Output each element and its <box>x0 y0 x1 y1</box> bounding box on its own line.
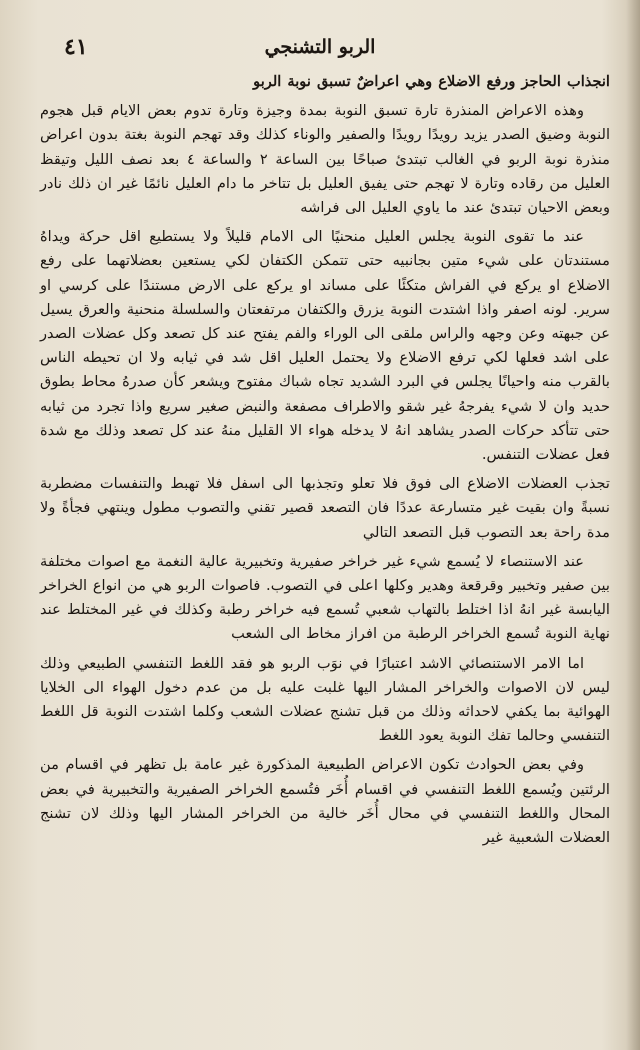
page-header <box>40 30 600 64</box>
running-head: الربو التشنجي <box>264 36 376 58</box>
paragraph-1: انجذاب الحاجز ورفع الاضلاع وهي اعراضٌ تسبق نوبة الربو <box>253 73 610 90</box>
paragraph-2: وهذه الاعراض المنذرة تارة تسبق النوبة بمدة وجيزة وتارة تدوم بعض الايام قبل هجوم النوبة وضيق الصدر يزيد رويدًا رويدًا والصفير والوناء كذلك وقد تهجم النوبة بغتة بدون اعراض منذرة نوبة الربو في الغالب تبتدئ صباحًا بين الساعة ٢ والساعة ٤ بعد نصف الليل وتيقظ العليل من رقاده وتارة لا تهجم حتى يفيق العليل بل تتاخر ما دام العليل نائمًا غير ان ذلك نادر وبعض الاحيان تبتدئ عند ما ياوي العليل الى فراشه <box>40 102 610 217</box>
body-text <box>40 70 610 855</box>
paragraph-5: عند الاستنصاء لا يُسمع شيء غير خراخر صفيرية وتخبيرية عالية النغمة مع اصوات مختلفة بين صفير وتخبير وقرقعة وهدير وكلها اعلى في التصوب. فاصوات الربو هي من انواع الخراخر اليابسة غير انهُ اذا اختلط بالتهاب شعبي تُسمع فيه خراخر رطبة وكذلك في غير المختلط عند نهاية النوبة تُسمع الخراخر الرطبة من افراز مخاط الى الشعب <box>40 552 610 643</box>
paragraph-4: تجذب العضلات الاضلاع الى فوق فلا تعلو وتجذبها الى اسفل فلا تهبط والتنفسات مضطربة نسبةً وان بقيت غير متسارعة عددًا فان التصعد قصير تقني والتصوب مطول وينتهي فجأةً ولا مدة راحة بعد التصوب قبل التصعد التالي <box>40 475 610 541</box>
page-gutter-shadow <box>626 0 640 1050</box>
paragraph-6: اما الامر الاستنصائي الاشد اعتبارًا في نوَب الربو هو فقد اللغط التنفسي الطبيعي وذلك ليس لان الاصوات والخراخر المشار اليها غلبت عليه بل من عدم دخول الهواء الى الخلايا الهوائية بما يكفي لاحداثه وذلك من قبل تشنج عضلات الشعب وكلما اشتدت النوبة قل اللغط التنفسي وحالما تفك النوبة يعود اللغط <box>40 654 610 745</box>
page-number: ٤١ <box>64 34 88 60</box>
paragraph-3: عند ما تقوى النوبة يجلس العليل منحنيًا الى الامام قليلاً ولا يستطيع اقل حركة ويداهُ مستندتان على شيء متين بجانبيه حتى تتمكن الكتفان لكي يستعين بعضلاتهما على رفع الاضلاع او يركع في الفراش متكئًا على مساند او يركع على الارض مستندًا على كرسي او سرير. لونه اصفر واذا اشتدت النوبة يزرق والكتفان مرتفعتان والسلسلة منحنية والعرق يسيل عن جبهته وعن وجهه والراس ملقى الى الوراء والفم يفتح عند كل تصعد وكل عضلات الصدر على اشد فعلها لكي ترفع الاضلاع ولا يحتمل العليل اقل شد في ثيابه ولا ان تحيطه الناس بالقرب منه واحيانًا يجلس في البرد الشديد تجاه شباك مفتوح ويشعر كأن صدرهُ محاط بطوق حديد وان لا شيء يفرجهُ غير شقو والاطراف مصفعة والنبض صغير سريع واذا تجرد من ثيابه حتى تتأكد حركات الصدر يشاهد انهُ لا يدخله هواء الا القليل منهُ عند كل تصعد وذلك مع شدة فعل عضلات التنفس. <box>40 228 610 464</box>
paragraph-7: وفي بعض الحوادث تكون الاعراض الطبيعية المذكورة غير عامة بل تظهر في اقسام من الرئتين ويُسمع اللغط التنفسي في اقسام أُخَر فتُسمع الخراخر الصفيرية والتخبيرية في بعض المحال واللغط التنفسي في محال أُخَر خالية من الخراخر المشار اليها وذلك لان تشنج العضلات الشعبية غير <box>40 756 610 847</box>
